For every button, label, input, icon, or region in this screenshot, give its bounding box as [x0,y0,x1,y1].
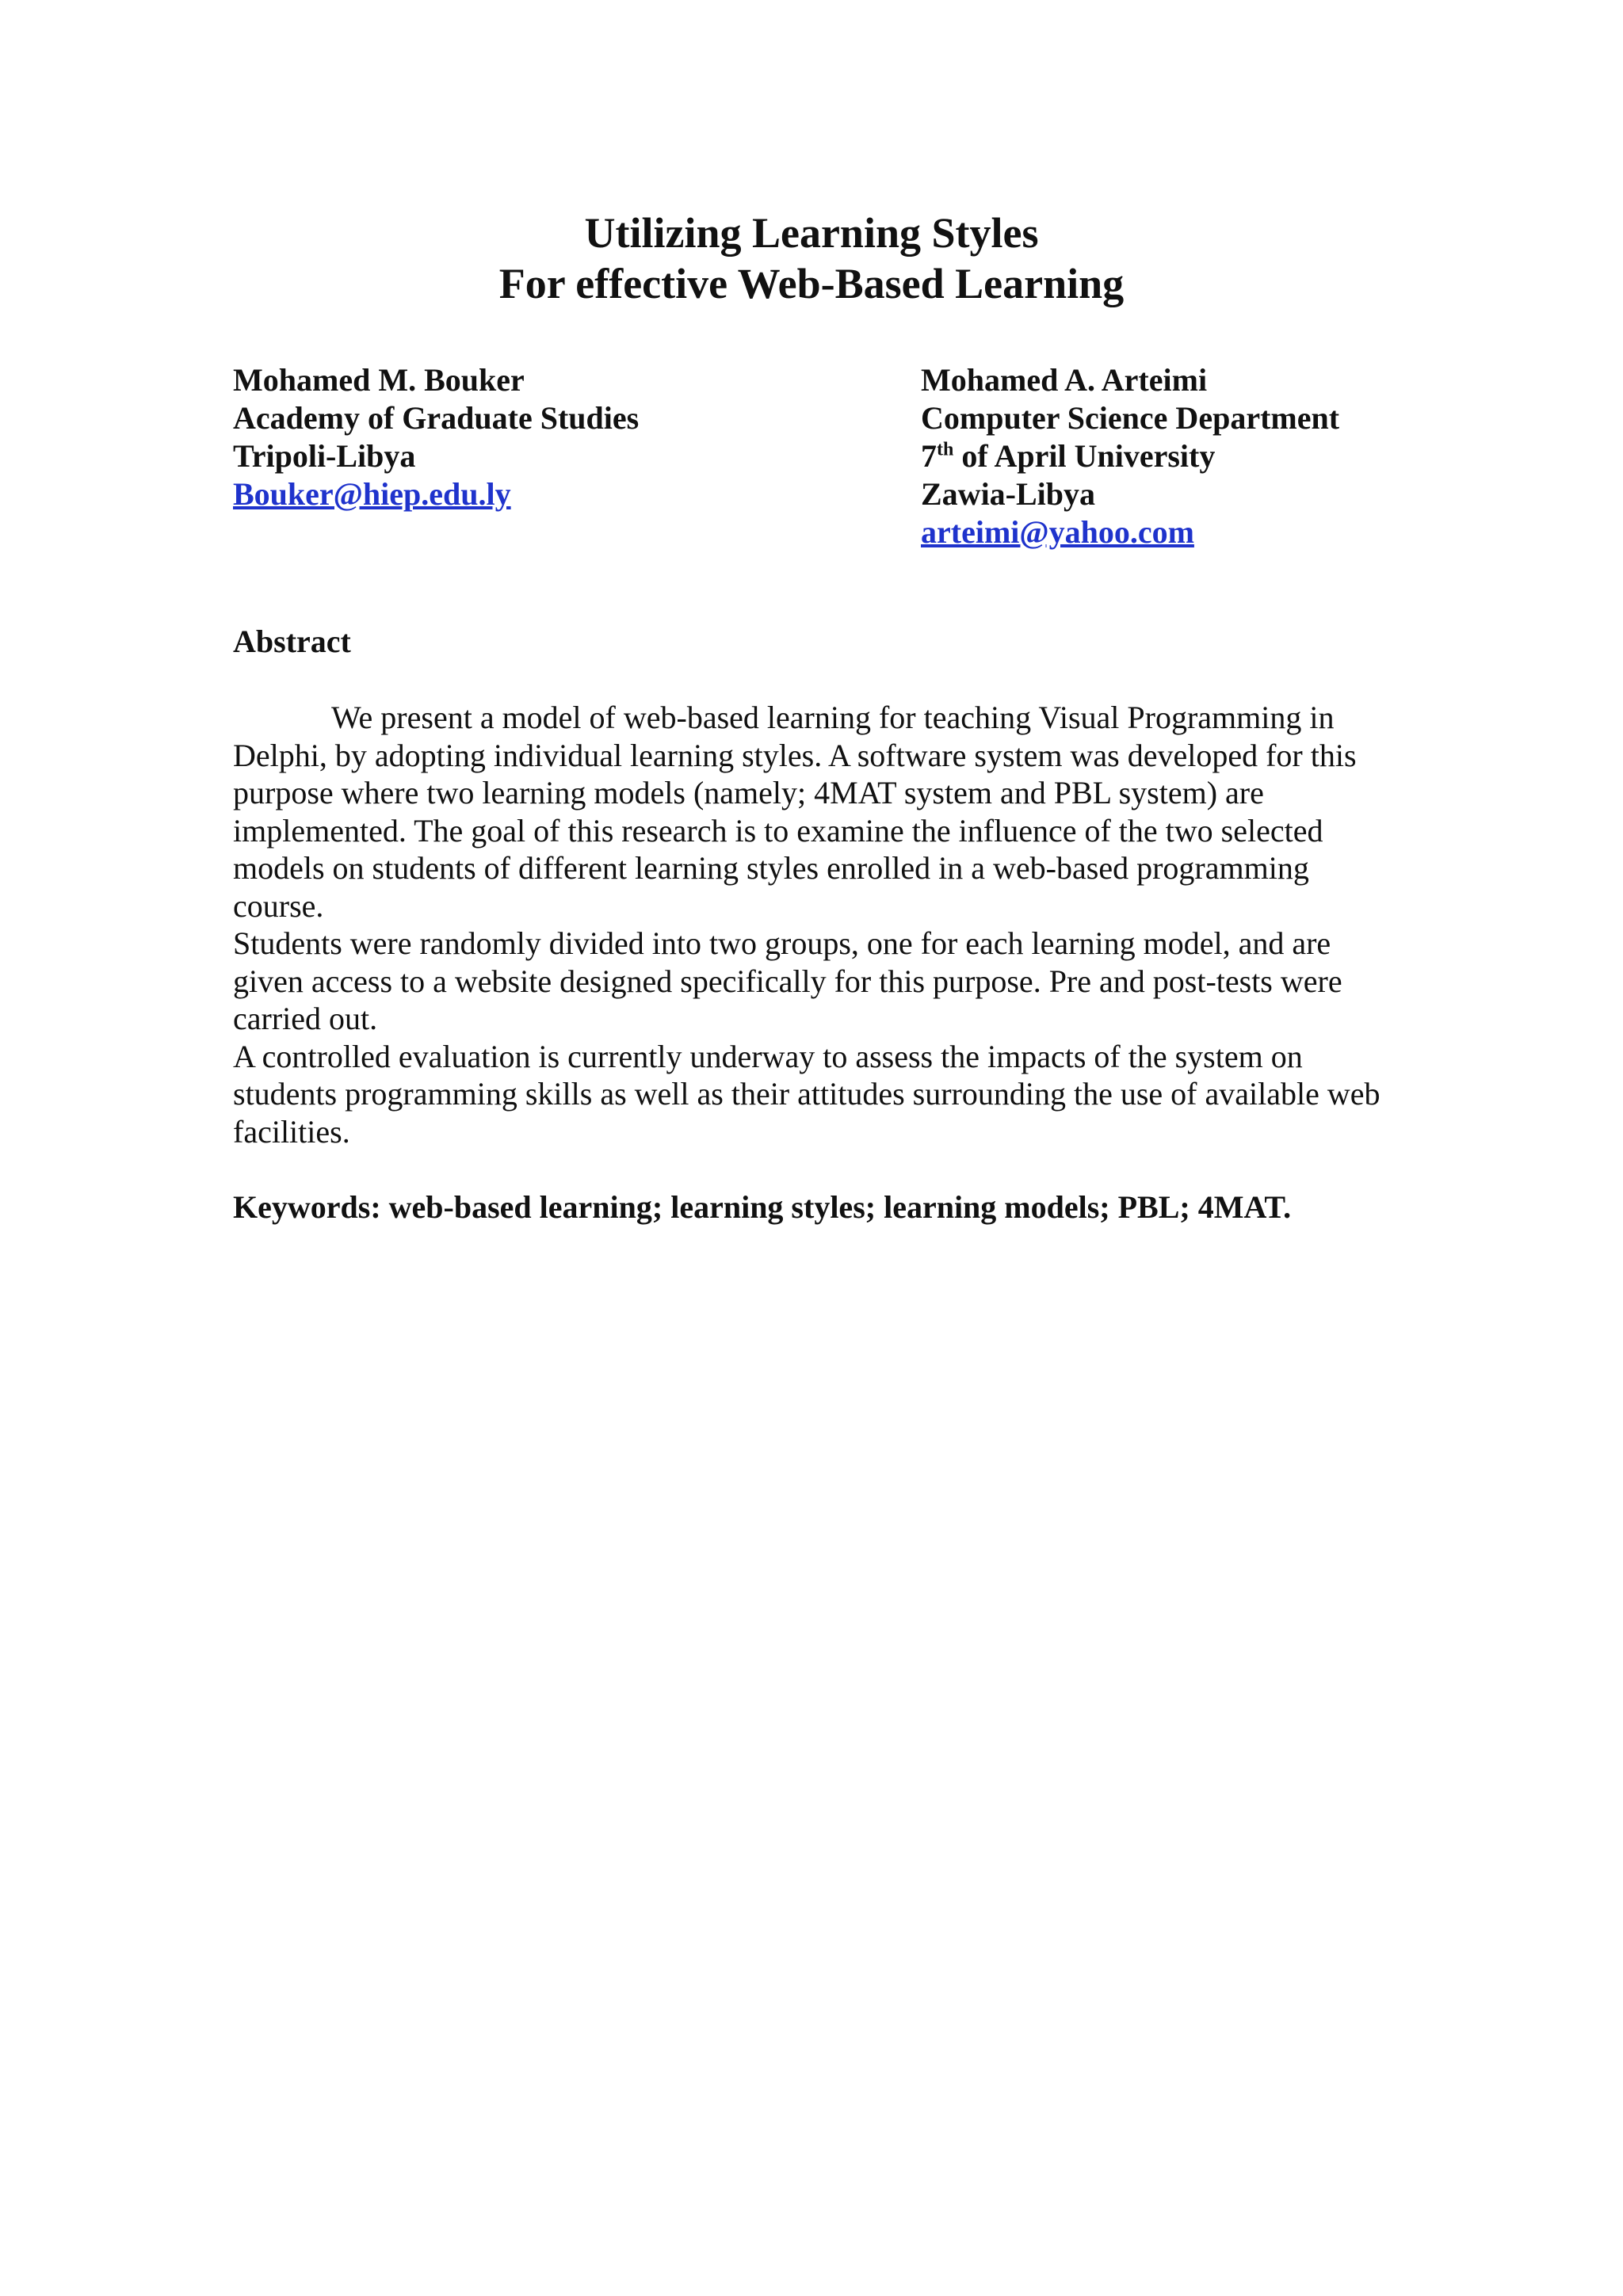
abstract-body [233,699,1390,1150]
author-1-block [233,361,867,513]
paper-title [0,208,1623,309]
author-1-email-link[interactable]: Bouker@hiep.edu.ly [233,476,511,512]
abstract-paragraph-3: A controlled evaluation is currently underway to assess the impacts of the system on students programming skills as well as their attitudes surrounding the use of available web facilities. [233,1038,1381,1150]
keywords-line: Keywords: web-based learning; learning styles; learning models; PBL; 4MAT. [233,1189,1292,1225]
author-2-name: Mohamed A. Arteimi [921,362,1208,398]
author-2-block [921,361,1555,551]
author-1-location: Tripoli-Libya [233,438,416,474]
title-line-2: For effective Web-Based Learning [498,260,1125,307]
author-1-affiliation: Academy of Graduate Studies [233,400,640,436]
author-2-university [921,437,1555,475]
university-ordinal: 7 [921,438,937,474]
author-2-email-link[interactable]: arteimi@yahoo.com [921,514,1194,550]
author-1-name: Mohamed M. Bouker [233,362,525,398]
university-name-rest: of April University [953,438,1216,474]
author-2-location: Zawia-Libya [921,476,1096,512]
abstract-paragraph-1: We present a model of web-based learning for teaching Visual Programming in Delphi, by adopting individual learning styles. A software system was developed for this purpose where two learning models (namely; 4MAT system and PBL system) are implemented. The goal of this research is to examine the influence of the two selected models on students of different learning styles enrolled in a web-based programming course. [233,700,1357,924]
author-2-affiliation: Computer Science Department [921,400,1340,436]
university-ordinal-suffix: th [937,439,954,460]
abstract-heading: Abstract [233,624,351,659]
abstract-paragraph-2: Students were randomly divided into two groups, one for each learning model, and are given access to a website designed specifically for this purpose. Pre and post-tests were carried out. [233,925,1342,1036]
title-line-1: Utilizing Learning Styles [584,209,1039,257]
